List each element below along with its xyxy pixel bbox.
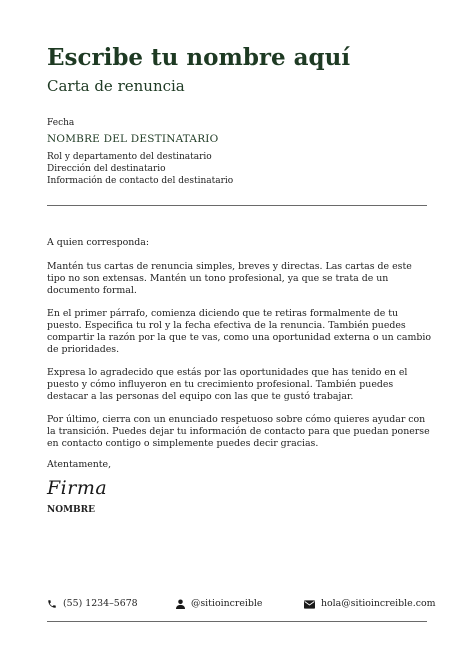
bottom-divider [47, 621, 427, 622]
body-paragraph-4: Por último, cierra con un enunciado respetuoso sobre cómo quieres ayudar con la transición. Puedes dejar tu información de contacto para que puedan ponerse en contacto contigo o simplemente puedes decir gracias. [47, 414, 430, 449]
email-address: hola@sitioincreible.com [321, 598, 436, 609]
salutation: A quien corresponda: [47, 237, 150, 248]
body-paragraph-2: En el primer párrafo, comienza diciendo que te retiras formalmente de tu puesto. Especifica tu rol y la fecha efectiva de la renuncia. También puedes compartir la razón por la que te vas, como una oportunidad externa o un cambio de prioridades. [47, 308, 432, 355]
recipient-name: NOMBRE DEL DESTINATARIO [47, 133, 219, 145]
recipient-address: Dirección del destinatario [47, 164, 166, 174]
closing-phrase: Atentamente, [47, 459, 112, 470]
footer-social[interactable] [176, 597, 262, 611]
phone-number: (55) 1234–5678 [63, 598, 138, 609]
letter-body [47, 237, 432, 461]
recipient-details [47, 151, 427, 187]
user-icon [176, 599, 185, 609]
date-label: Fecha [47, 118, 75, 128]
body-paragraph-1: Mantén tus cartas de renuncia simples, breves y directas. Las cartas de este tipo no son extensas. Mantén un tono profesional, ya que se trata de un documento formal. [47, 261, 412, 296]
footer-email[interactable] [304, 597, 436, 611]
footer-phone[interactable] [47, 597, 138, 611]
recipient-contact: Información de contacto del destinatario [47, 176, 234, 186]
phone-icon [47, 599, 57, 609]
signature: Firma [47, 477, 108, 499]
document-subtitle: Carta de renuncia [47, 77, 185, 95]
top-divider [47, 205, 427, 206]
signer-name: NOMBRE [47, 505, 95, 515]
body-paragraph-3: Expresa lo agradecido que estás por las oportunidades que has tenido en el puesto y cómo influyeron en tu crecimiento profesional. También puedes destacar a las personas del equipo con las que te gustó trabajar. [47, 367, 408, 402]
social-handle: @sitioincreible [191, 598, 263, 609]
envelope-icon [304, 600, 315, 609]
sender-name-title: Escribe tu nombre aquí [47, 44, 351, 71]
recipient-role: Rol y departamento del destinatario [47, 152, 212, 162]
